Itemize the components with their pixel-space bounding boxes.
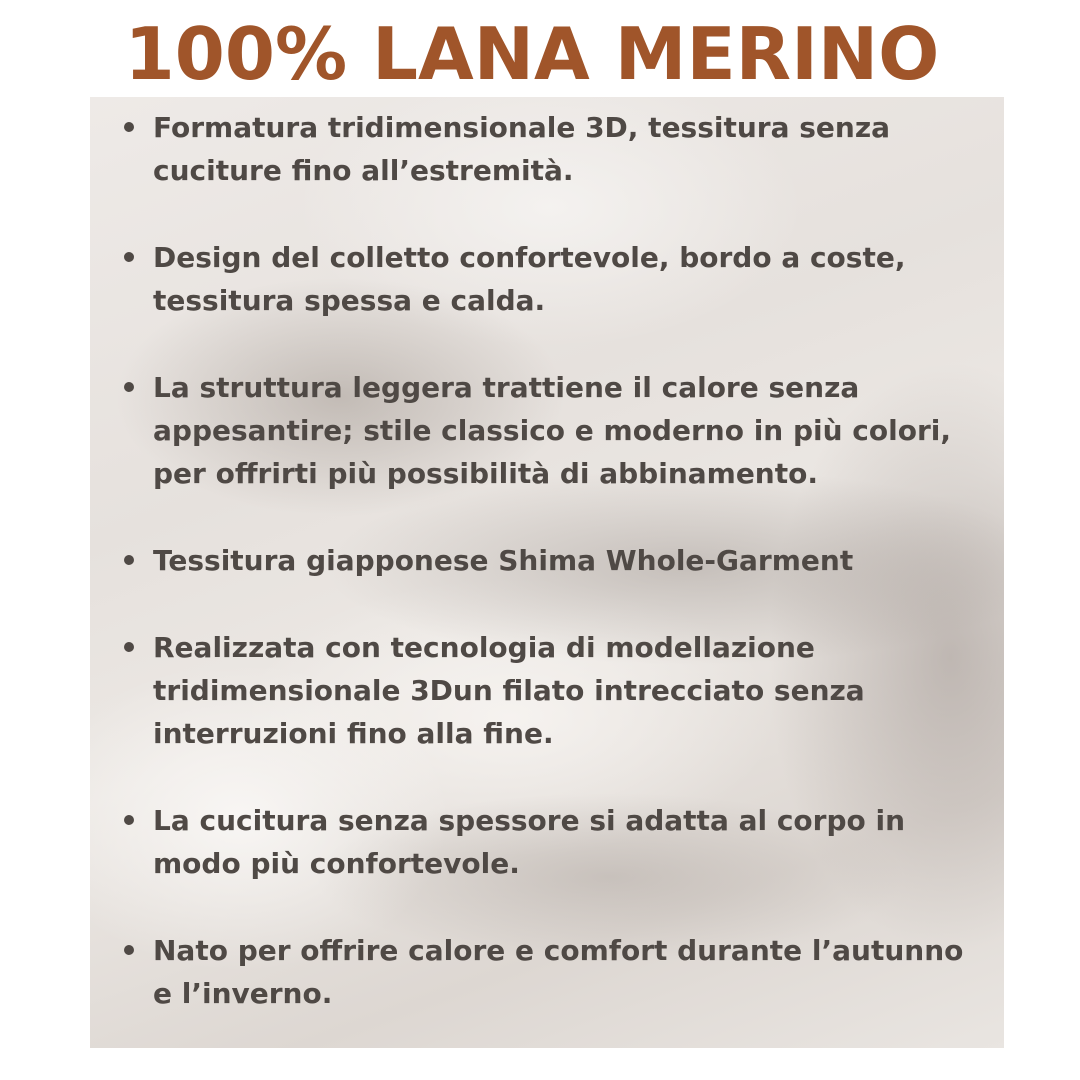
feature-text: Tessitura giapponese Shima Whole-Garment xyxy=(153,544,854,577)
feature-item xyxy=(124,236,994,322)
feature-text: Design del colletto confortevole, bordo a coste, tessitura spessa e calda. xyxy=(153,241,906,317)
bullet-dot-icon xyxy=(124,122,134,132)
bullet-dot-icon xyxy=(124,945,134,955)
feature-text: Realizzata con tecnologia di modellazione tridimensionale 3Dun filato intrecciato senza interruzioni fino alla fine. xyxy=(153,631,865,750)
bullet-dot-icon xyxy=(124,815,134,825)
knit-fabric-background xyxy=(90,97,1004,1048)
feature-item xyxy=(124,539,994,582)
feature-item xyxy=(124,929,994,1015)
feature-item xyxy=(124,799,994,885)
feature-text: La struttura leggera trattiene il calore senza appesantire; stile classico e moderno in più colori, per offrirti più possibilità di abbinamento. xyxy=(153,371,951,490)
page-title: 100% LANA MERINO xyxy=(124,12,940,96)
bullet-dot-icon xyxy=(124,382,134,392)
feature-text: La cucitura senza spessore si adatta al corpo in modo più confortevole. xyxy=(153,804,906,880)
bullet-dot-icon xyxy=(124,252,134,262)
feature-item xyxy=(124,366,994,495)
bullet-dot-icon xyxy=(124,642,134,652)
feature-text: Formatura tridimensionale 3D, tessitura senza cuciture fino all’estremità. xyxy=(153,111,891,187)
feature-text: Nato per offrire calore e comfort durante l’autunno e l’inverno. xyxy=(153,934,964,1010)
feature-item xyxy=(124,106,994,192)
feature-item xyxy=(124,626,994,755)
bullet-dot-icon xyxy=(124,555,134,565)
